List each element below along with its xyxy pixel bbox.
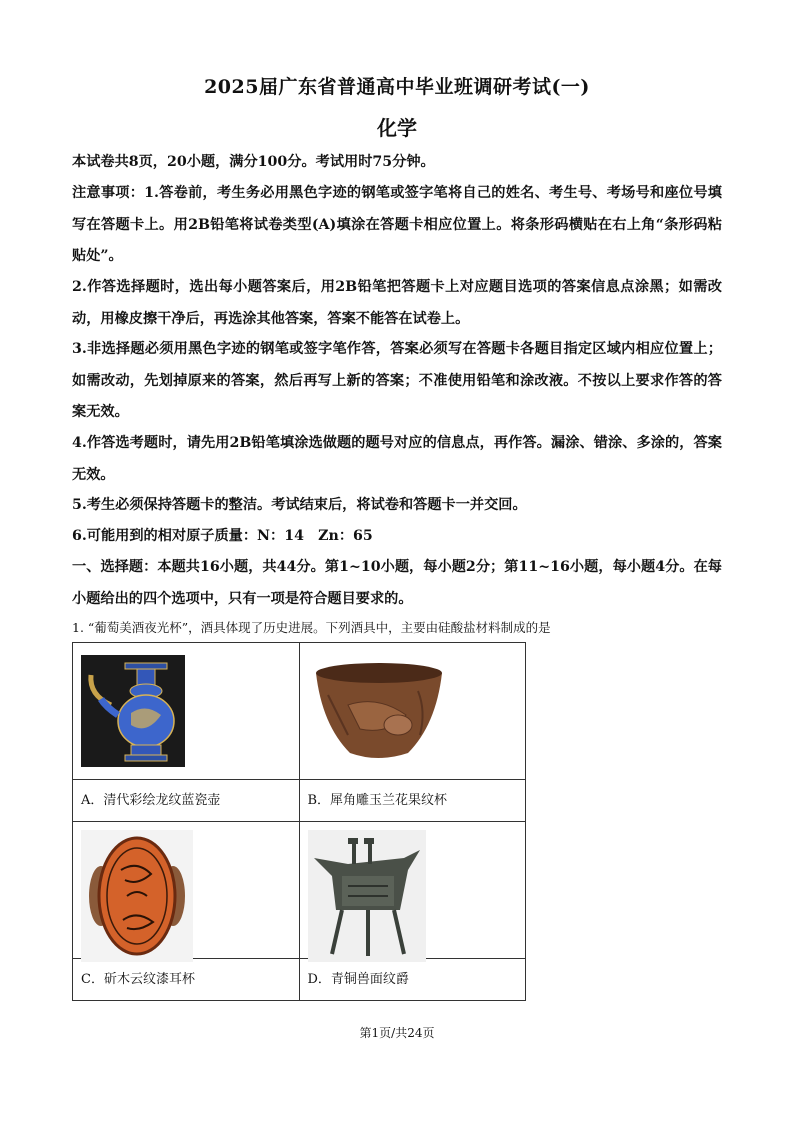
note-5: 5.考生必须保持答题卡的整洁。考试结束后，将试卷和答题卡一并交回。: [72, 497, 527, 513]
option-c-caption: C．斫木云纹漆耳杯: [73, 959, 300, 1001]
note-1: 注意事项：1.答卷前，考生务必用黑色字迹的钢笔或签字笔将自己的姓名、考生号、考场号和座位号填写在答题卡上。用2B铅笔将试卷类型(A)填涂在答题卡相应位置上。将条形码横贴在右上角“条形码粘贴处”。: [72, 185, 722, 264]
exam-title: 2025届广东省普通高中毕业班调研考试(一): [204, 76, 590, 98]
option-b-image-cell: [299, 643, 526, 780]
option-d-image-cell: [299, 822, 526, 959]
rhino-horn-cup-image: [308, 655, 448, 767]
note-2: 2.作答选择题时，选出每小题答案后，用2B铅笔把答题卡上对应题目选项的答案信息点涂黑；如需改动，用橡皮擦干净后，再选涂其他答案，答案不能答在试卷上。: [72, 279, 722, 327]
blue-porcelain-ewer-image: [81, 655, 185, 767]
lacquer-ear-cup-image: [81, 830, 193, 962]
section-heading: 一、选择题：本题共16小题，共44分。第1~10小题，每小题2分；第11~16小题，每小题4分。在每小题给出的四个选项中，只有一项是符合题目要求的。: [72, 559, 722, 607]
note-6: 6.可能用到的相对原子质量：N：14 Zn：65: [72, 528, 373, 544]
options-table: [72, 642, 526, 1001]
option-b-caption: B．犀角雕玉兰花果纹杯: [299, 780, 526, 822]
note-4: 4.作答选考题时，请先用2B铅笔填涂选做题的题号对应的信息点，再作答。漏涂、错涂、多涂的，答案无效。: [72, 435, 722, 483]
bronze-jue-vessel-image: [308, 830, 426, 962]
page-footer: 第1页/共24页: [359, 1026, 435, 1040]
option-d-caption: D．青铜兽面纹爵: [299, 959, 526, 1001]
option-c-image-cell: [73, 822, 300, 959]
option-a-caption: A．清代彩绘龙纹蓝瓷壶: [73, 780, 300, 822]
intro-text: 本试卷共8页，20小题，满分100分。考试用时75分钟。: [72, 154, 435, 170]
note-3: 3.非选择题必须用黑色字迹的钢笔或签字笔作答，答案必须写在答题卡各题目指定区域内相应位置上；如需改动，先划掉原来的答案，然后再写上新的答案；不准使用铅笔和涂改液。不按以上要求作答的答案无效。: [72, 341, 722, 420]
option-a-image-cell: [73, 643, 300, 780]
subject-title: 化学: [377, 116, 417, 140]
question-1-stem: 1. “葡萄美酒夜光杯”，酒具体现了历史进展。下列酒具中，主要由硅酸盐材料制成的是: [72, 620, 551, 635]
